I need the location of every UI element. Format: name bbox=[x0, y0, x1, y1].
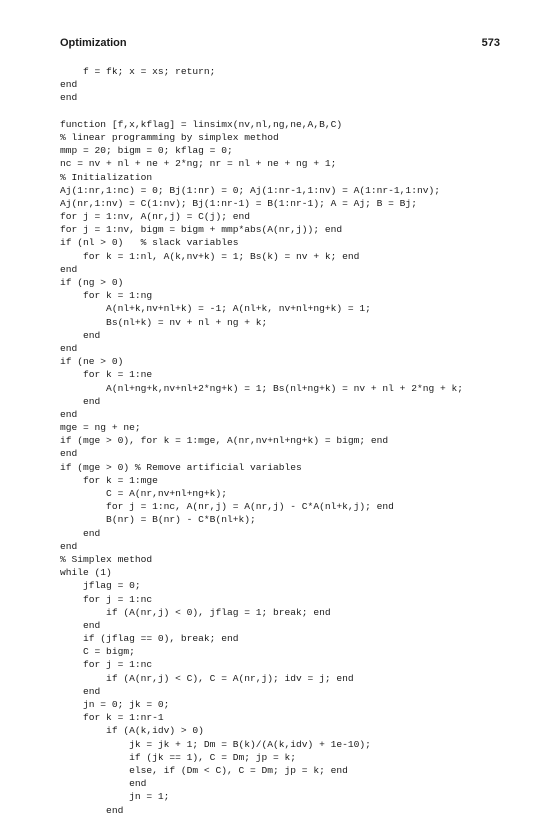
code-line: end bbox=[60, 527, 101, 539]
code-line: if (nl > 0) % slack variables bbox=[60, 237, 239, 249]
code-line: for j = 1:nv, bigm = bigm + mmp*abs(A(nr,j)); end bbox=[60, 224, 343, 236]
code-line: if (ng > 0) bbox=[60, 277, 124, 288]
code-line: if (jflag == 0), break; end bbox=[60, 633, 239, 645]
code-line: Aj(1:nr,1:nc) = 0; Bj(1:nr) = 0; Aj(1:nr-1,1:nv) = A(1:nr-1,1:nv); bbox=[60, 184, 440, 196]
code-line: Aj(nr,1:nv) = C(1:nv); Bj(1:nr-1) = B(1:nr-1); A = Aj; B = Bj; bbox=[60, 197, 417, 209]
code-line: B(nr) = B(nr) - C*B(nl+k); bbox=[60, 514, 256, 526]
code-line: if (A(nr,j) < C), C = A(nr,j); idv = j; end bbox=[60, 672, 354, 684]
code-line: jn = 0; jk = 0; bbox=[60, 699, 170, 710]
page-number: 573 bbox=[481, 37, 500, 49]
code-line: for j = 1:nc bbox=[60, 593, 153, 605]
code-line: for j = 1:nc bbox=[60, 659, 153, 671]
code-line: while (1) bbox=[60, 567, 112, 579]
code-line: end bbox=[60, 685, 101, 697]
code-line: end bbox=[60, 263, 78, 275]
code-line: C = A(nr,nv+nl+ng+k); bbox=[60, 488, 227, 499]
code-line: end bbox=[60, 619, 101, 631]
code-line: end bbox=[60, 329, 101, 341]
code-line: end bbox=[60, 92, 78, 104]
code-line: end bbox=[60, 395, 101, 407]
code-line: for k = 1:nl, A(k,nv+k) = 1; Bs(k) = nv + k; end bbox=[60, 250, 360, 262]
section-title: Optimization bbox=[60, 37, 127, 49]
code-line: for k = 1:nr-1 bbox=[60, 712, 164, 724]
code-line: else, if (Dm < C), C = Dm; jp = k; end bbox=[60, 764, 348, 776]
code-line: mge = ng + ne; bbox=[60, 422, 141, 434]
code-line: jk = jk + 1; Dm = B(k)/(A(k,idv) + 1e-10); bbox=[60, 738, 371, 750]
code-line: end bbox=[60, 448, 78, 460]
code-line: for k = 1:ng bbox=[60, 290, 153, 302]
code-line: end bbox=[60, 408, 78, 420]
code-line: end bbox=[60, 804, 124, 816]
code-line: mmp = 20; bigm = 0; kflag = 0; bbox=[60, 145, 233, 157]
code-line bbox=[60, 105, 530, 118]
code-line: if (mge > 0) % Remove artificial variables bbox=[60, 461, 302, 473]
code-line: jflag = 0; bbox=[60, 580, 141, 592]
code-line: f = fk; x = xs; return; bbox=[60, 66, 216, 77]
code-line: A(nl+ng+k,nv+nl+2*ng+k) = 1; Bs(nl+ng+k) = nv + nl + 2*ng + k; bbox=[60, 382, 464, 394]
code-line: end bbox=[60, 79, 78, 91]
running-head bbox=[60, 37, 500, 53]
code-line: if (mge > 0), for k = 1:mge, A(nr,nv+nl+ng+k) = bigm; end bbox=[60, 435, 389, 447]
code-line: if (jk == 1), C = Dm; jp = k; bbox=[60, 751, 297, 763]
code-line: A(nl+k,nv+nl+k) = -1; A(nl+k, nv+nl+ng+k) = 1; bbox=[60, 303, 371, 315]
code-line: end bbox=[60, 342, 78, 354]
code-line: % Initialization bbox=[60, 171, 153, 183]
code-listing bbox=[60, 65, 530, 817]
code-line: for k = 1:ne bbox=[60, 369, 153, 381]
code-line: nc = nv + nl + ne + 2*ng; nr = nl + ne + ng + 1; bbox=[60, 158, 337, 170]
code-line: for j = 1:nv, A(nr,j) = C(j); end bbox=[60, 211, 250, 223]
code-line: if (A(nr,j) < 0), jflag = 1; break; end bbox=[60, 606, 331, 618]
code-line: if (ne > 0) bbox=[60, 356, 124, 368]
code-line: C = bigm; bbox=[60, 646, 135, 658]
code-line: if (A(k,idv) > 0) bbox=[60, 725, 204, 737]
code-line: % linear programming by simplex method bbox=[60, 131, 279, 143]
code-line: end bbox=[60, 540, 78, 552]
code-line: function [f,x,kflag] = linsimx(nv,nl,ng,ne,A,B,C) bbox=[60, 118, 343, 130]
code-line: % Simplex method bbox=[60, 553, 153, 565]
code-line: end bbox=[60, 778, 147, 790]
code-line: for j = 1:nc, A(nr,j) = A(nr,j) - C*A(nl+k,j); end bbox=[60, 501, 394, 513]
code-line: Bs(nl+k) = nv + nl + ng + k; bbox=[60, 316, 268, 328]
code-line: jn = 1; bbox=[60, 791, 170, 803]
code-line: for k = 1:mge bbox=[60, 474, 158, 486]
